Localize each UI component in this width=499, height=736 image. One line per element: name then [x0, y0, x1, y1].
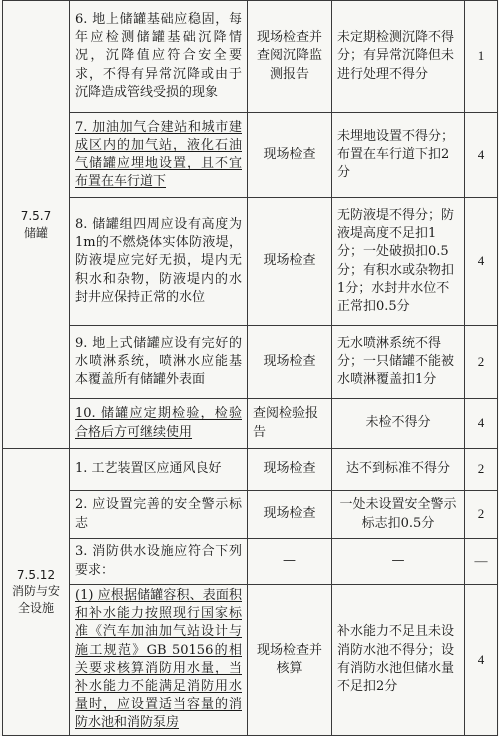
item-text-underlined: (1) 应根据储罐容积、表面积和补水能力按照现行国家标准《汽车加油加气站设计与施工规范》GB 50156的相关要求核算消防用水量，当补水能力不能满足消防用水量时，应设置适当容量的消防水池和消防泵房: [75, 588, 242, 731]
method-text: 查阅检验报告: [248, 399, 332, 449]
scoring-text: 补水能力不足且未设消防水池不得分；设有消防水池但储水量不足扣2分: [332, 585, 465, 736]
points-value: 4: [465, 113, 498, 198]
table-row: [3, 491, 498, 539]
item-text: 8. 储罐组四周应设有高度为1m的不燃烧体实体防液堤，防液堤应完好无损，堤内无积水和杂物，防液堤内的水封井应保持正常的水位: [70, 198, 248, 326]
scoring-text: 未定期检测沉降不得分；有异常沉降但未进行处理不得分: [332, 1, 465, 113]
points-value: 2: [465, 449, 498, 491]
points-value: 4: [465, 399, 498, 449]
scoring-text: —: [332, 539, 465, 585]
item-text: 1. 工艺装置区应通风良好: [70, 449, 248, 491]
scoring-text: 未埋地设置不得分；布置在车行道下扣2分: [332, 113, 465, 198]
points-value: —: [465, 539, 498, 585]
item-text: [70, 585, 248, 736]
scoring-text: 达不到标准不得分: [332, 449, 465, 491]
section-title: 消防与安: [11, 584, 60, 599]
section-title-cont: 全设施: [17, 601, 54, 616]
table-row: [3, 399, 498, 449]
points-value: 2: [465, 491, 498, 539]
method-text: 现场检查: [248, 198, 332, 326]
method-text: 现场检查: [248, 326, 332, 399]
method-text: 现场检查: [248, 449, 332, 491]
method-text: 现场检查并查阅沉降监测报告: [248, 1, 332, 113]
item-text: 9. 地上式储罐应设有完好的水喷淋系统，喷淋水应能基本覆盖所有储罐外表面: [70, 326, 248, 399]
table-row: [3, 113, 498, 198]
section-title: 储罐: [23, 225, 48, 240]
inspection-criteria-table: [2, 0, 498, 736]
method-text: 现场检查: [248, 491, 332, 539]
item-text: [70, 399, 248, 449]
table-row: [3, 326, 498, 399]
points-value: 4: [465, 198, 498, 326]
section-number: 7.5.12: [16, 567, 56, 582]
table-row: [3, 539, 498, 585]
scoring-text: 未检不得分: [332, 399, 465, 449]
points-value: 4: [465, 585, 498, 736]
section-label-fire-safety: [3, 449, 70, 736]
points-value: 2: [465, 326, 498, 399]
scoring-text: 无防液堤不得分；防液堤高度不足扣1分；一处破损扣0.5分；有积水或杂物扣1分；水封井水位不正常扣0.5分: [332, 198, 465, 326]
method-text: 现场检查并核算: [248, 585, 332, 736]
item-text: 2. 应设置完善的安全警示标志: [70, 491, 248, 539]
item-text-underlined: 7. 加油加气合建站和城市建成区内的加气站，液化石油气储罐应埋地设置，且不宜布置在车行道下: [75, 119, 242, 190]
scoring-text: 一处未设置安全警示标志扣0.5分: [332, 491, 465, 539]
item-text: 3. 消防供水设施应符合下列要求：: [70, 539, 248, 585]
table-row: [3, 198, 498, 326]
section-label-storage-tank: [3, 1, 70, 449]
item-text: [70, 113, 248, 198]
scoring-text: 无水喷淋系统不得分；一只储罐不能被水喷淋覆盖扣1分: [332, 326, 465, 399]
section-number: 7.5.7: [20, 208, 52, 223]
item-text: 6. 地上储罐基础应稳固，每年应检测储罐基础沉降情况，沉降值应符合安全要求，不得有异常沉降或由于沉降造成管线受损的现象: [70, 1, 248, 113]
table-row: [3, 449, 498, 491]
method-text: —: [248, 539, 332, 585]
method-text: 现场检查: [248, 113, 332, 198]
table-row: [3, 585, 498, 736]
table-row: [3, 1, 498, 113]
points-value: 1: [465, 1, 498, 113]
item-text-underlined: 10. 储罐应定期检验，检验合格后方可继续使用: [75, 406, 242, 440]
